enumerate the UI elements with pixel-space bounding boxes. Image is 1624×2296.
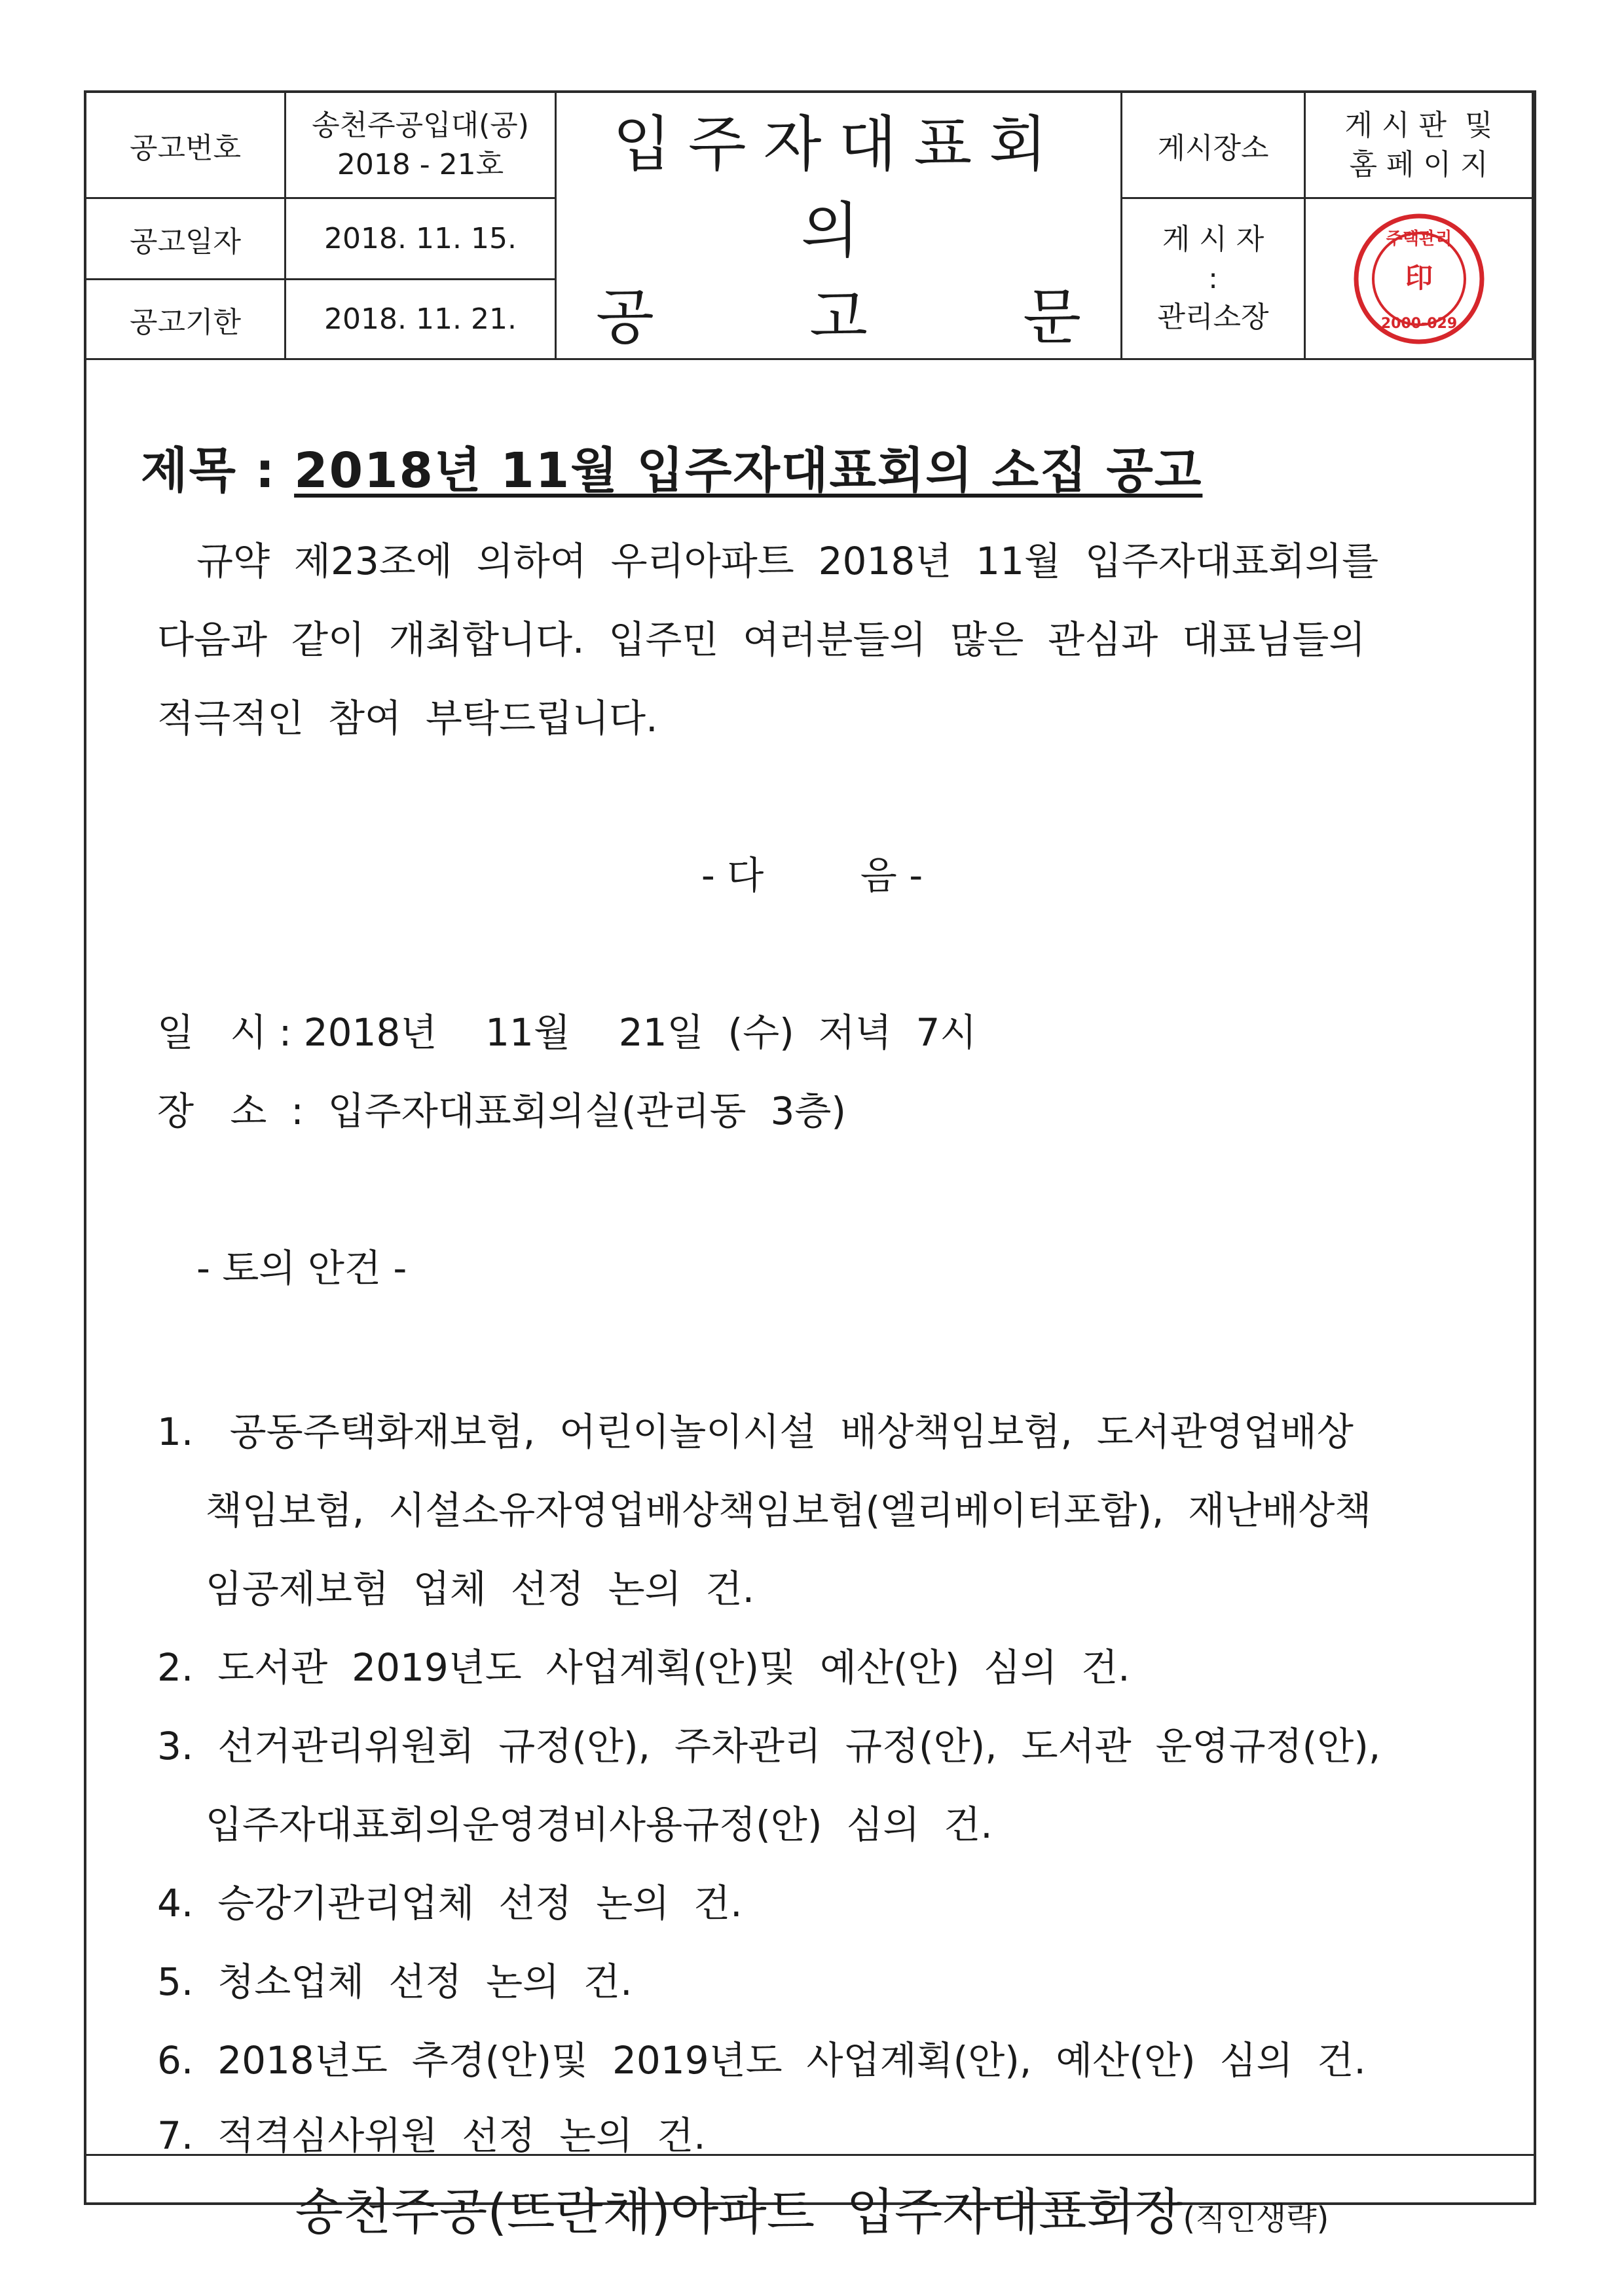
- agenda-line: 책임보험, 시설소유자영업배상책임보험(엘리베이터포함), 재난배상책: [157, 1488, 1372, 1533]
- posting-place-label: 게시장소: [1122, 93, 1306, 199]
- title-char: 고: [809, 282, 868, 352]
- section-heading: - 다 음 -: [701, 853, 923, 898]
- notice-number-label: 공고번호: [86, 93, 286, 199]
- agenda-line: 6. 2018년도 추경(안)및 2019년도 사업계획(안), 예산(안) 심의 건.: [157, 2038, 1366, 2083]
- meeting-place: 장 소 : 입주자대표회의실(관리동 3층): [157, 1089, 847, 1133]
- title-char: 공: [596, 282, 654, 352]
- subject-line: [141, 432, 1202, 501]
- stamp-cell: [1306, 199, 1534, 360]
- footer-divider: [84, 2154, 1536, 2156]
- posting-place-value: [1306, 93, 1534, 199]
- posting-place-line1: 게 시 판 및: [1344, 109, 1493, 143]
- footer-note: (직인생략): [1183, 2200, 1329, 2237]
- intro-line-1: 규약 제23조에 의하여 우리아파트 2018년 11월 입주자대표회의를: [196, 539, 1379, 583]
- notice-title: [557, 93, 1122, 360]
- agenda-heading: - 토의 안건 -: [196, 1246, 407, 1290]
- meeting-time: 일 시 : 2018년 11월 21일 (수) 저녁 7시: [157, 1010, 977, 1055]
- poster-label-line1: 게 시 자: [1162, 223, 1264, 257]
- subject-text: 2018년 11월 입주자대표회의 소집 공고: [294, 443, 1203, 499]
- title-line-1: 입주자대표회의: [612, 109, 1065, 266]
- notice-number-line1: 송천주공입대(공): [312, 109, 529, 143]
- notice-date-label: 공고일자: [86, 199, 286, 280]
- agenda-line: 2. 도서관 2019년도 사업계획(안)및 예산(안) 심의 건.: [157, 1645, 1130, 1690]
- agenda-line: 7. 적격심사위원 선정 논의 건.: [157, 2113, 706, 2158]
- intro-line-3: 적극적인 참여 부탁드립니다.: [157, 696, 658, 740]
- agenda-line: 임공제보험 업체 선정 논의 건.: [157, 1567, 755, 1611]
- intro-line-2: 다음과 같이 개최합니다. 입주민 여러분들의 많은 관심과 대표님들의: [157, 617, 1366, 662]
- agenda-line: 3. 선거관리위원회 규정(안), 주차관리 규정(안), 도서관 운영규정(안),: [157, 1724, 1381, 1768]
- deadline-value: 2018. 11. 21.: [286, 280, 557, 360]
- agenda-line: 입주자대표회의운영경비사용규정(안) 심의 건.: [157, 1802, 993, 1847]
- subject-prefix: 제목 :: [141, 443, 295, 499]
- notice-number-line2: 2018 - 21호: [337, 147, 504, 181]
- official-seal: [1350, 210, 1488, 348]
- agenda-line: 1. 공동주택화재보험, 어린이놀이시설 배상책임보험, 도서관영업배상: [157, 1410, 1354, 1454]
- poster-label-line3: 관리소장: [1157, 301, 1269, 335]
- title-line-2: [583, 269, 1094, 355]
- footer-signature: [0, 2172, 1624, 2244]
- poster-label-line2: :: [1208, 261, 1218, 295]
- svg-text:2000-029: 2000-029: [1380, 315, 1457, 332]
- agenda-line: 5. 청소업체 선정 논의 건.: [157, 1959, 633, 2004]
- posting-place-line2: 홈 페 이 지: [1349, 147, 1488, 181]
- agenda-line: 4. 승강기관리업체 선정 논의 건.: [157, 1881, 743, 1925]
- notice-number-value: [286, 93, 557, 199]
- title-char: 문: [1023, 282, 1081, 352]
- svg-text:주택관리: 주택관리: [1386, 228, 1452, 249]
- poster-label: [1122, 199, 1306, 360]
- notice-date-value: 2018. 11. 15.: [286, 199, 557, 280]
- footer-main: 송천주공(뜨란채)아파트 입주자대표회장: [295, 2183, 1183, 2241]
- deadline-label: 공고기한: [86, 280, 286, 360]
- svg-text:印: 印: [1405, 261, 1433, 294]
